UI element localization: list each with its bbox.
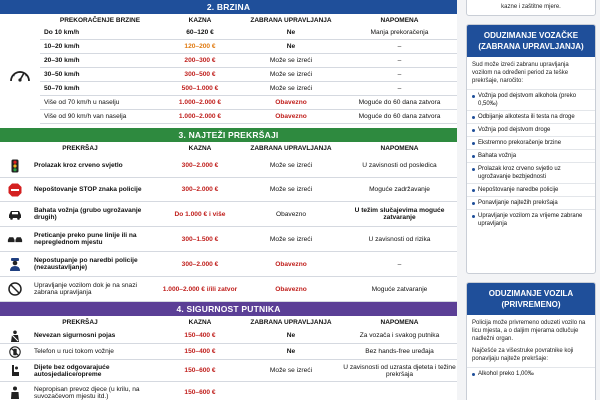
table-row: 30–50 km/h 300–500 € Može se izreći – [40, 68, 457, 82]
no-driving-icon [7, 283, 23, 295]
speed-rows [0, 26, 457, 124]
list-item: Nepoštovanje naredbe policije [467, 183, 595, 196]
panel-title: ODUZIMANJE VOZILA (PRIVREMENO) [467, 283, 595, 315]
col-fine: KAZNA [188, 144, 212, 152]
list-item: Bahata vožnja [467, 149, 595, 162]
list-item: Upravljanje vozilom za vrijeme zabrane upravljanja [467, 209, 595, 230]
table-row: Nevezan sigurnosni pojas 150–400 € Ne Za vozača i svakog putnika [0, 328, 457, 344]
cars-overtake-icon [7, 233, 23, 245]
col-ban: ZABRANA UPRAVLJANJA [250, 16, 332, 24]
list-item: Vožnja pod dejstvom droge [467, 123, 595, 136]
top-info-panel: kazne i zaštitne mjere. [466, 0, 596, 16]
passenger-icon [7, 387, 23, 399]
traffic-light-icon [7, 160, 23, 172]
list-item: Vožnja pod dejstvom alkohola (preko 0,50‰) [467, 89, 595, 110]
table-row: Prolazak kroz crveno svjetlo 300–2.000 € Može se izreći U zavisnosti od posledica [0, 154, 457, 178]
col-offense: PREKORAČENJE BRZINE [59, 16, 141, 24]
table-row: 20–30 km/h 200–300 € Može se izreći – [40, 54, 457, 68]
table-row: Bahata vožnja (grubo ugrožavanje drugih) Do 1.000 € i više Obavezno U težim slučajevima moguće zatvaranje [0, 202, 457, 227]
section-title: 2. BRZINA [0, 0, 457, 14]
table-row: Upravljanje vozilom dok je na snazi zabrana upravljanja 1.000–2.000 € i/ili zatvor Obavezno Moguće zatvaranje [0, 277, 457, 302]
col-ban: ZABRANA UPRAVLJANJA [250, 318, 332, 326]
col-fine: KAZNA [188, 16, 212, 24]
col-fine: KAZNA [188, 318, 212, 326]
panel-title: ODUZIMANJE VOZAČKE (ZABRANA UPRAVLJANJA) [467, 25, 595, 57]
column-headers [0, 14, 457, 26]
child-seat-icon [7, 365, 23, 377]
table-row: 50–70 km/h 500–1.000 € Može se izreći – [40, 82, 457, 96]
police-officer-icon [7, 258, 23, 270]
table-row: Nepropisan prevoz djece (u krilu, na suvozačevom mjestu itd.) 150–600 € [0, 382, 457, 400]
list-item: Ponavljanje najtežih prekršaja [467, 196, 595, 209]
column-headers [0, 142, 457, 154]
panel-intro: Sud može izreći zabranu upravljanja vozilom na određeni period za teške prekršaje, naročito: [472, 62, 569, 84]
table-row: Telefon u ruci tokom vožnje 150–400 € Ne Bez hands-free uređaja [0, 344, 457, 360]
table-row: Do 10 km/h 60–120 € Ne Manja prekoračenja [40, 26, 457, 40]
list-item: Alkohol preko 1,00‰ [467, 367, 595, 380]
panel-intro-2: Najčešće za višestruke povratnike koji ponavljaju najteže prekršaje: [472, 348, 574, 362]
table-row: Nepostupanje po naredbi policije (nezaustavljanje) 300–2.000 € Obavezno – [0, 252, 457, 277]
col-ban: ZABRANA UPRAVLJANJA [250, 144, 332, 152]
list-item: Odbijanje alkotesta ili testa na droge [467, 110, 595, 123]
section-title: 4. SIGURNOST PUTNIKA [0, 302, 457, 316]
panel-intro: Policija može privremeno oduzeti vozilo na licu mjesta, a o daljim mjerama odlučuje nadležni organ. [472, 320, 586, 342]
table-row: Preticanje preko pune linije ili na nepreglednom mjestu 300–1.500 € Može se izreći U zavisnosti od rizika [0, 227, 457, 252]
vehicle-seizure-panel [466, 282, 596, 400]
col-note: NAPOMENA [380, 144, 419, 152]
table-row: Dijete bez odgovarajuće autosjedalice/opreme 150–600 € Može se izreći U zavisnosti od uzrasta djeteta i težine prekršaja [0, 360, 457, 382]
license-ban-panel [466, 24, 596, 274]
speedometer-icon [0, 26, 40, 124]
car-skid-icon [7, 208, 23, 220]
section-serious-offenses [0, 128, 457, 302]
section-title: 3. NAJTEŽI PREKRŠAJI [0, 128, 457, 142]
col-note: NAPOMENA [380, 16, 419, 24]
seatbelt-icon [7, 330, 23, 342]
table-row: Više od 90 km/h van naselja 1.000–2.000 € Obavezno Moguće do 60 dana zatvora [40, 110, 457, 124]
phone-crossed-icon [7, 346, 23, 358]
stop-sign-icon [7, 184, 23, 196]
section-speed [0, 0, 457, 124]
col-note: NAPOMENA [380, 318, 419, 326]
col-offense: PREKRŠAJ [62, 144, 98, 152]
info-sidebar [466, 0, 596, 400]
table-row: 10–20 km/h 120–200 € Ne – [40, 40, 457, 54]
col-offense: PREKRŠAJ [62, 318, 98, 326]
list-item: Ekstremno prekoračenje brzine [467, 136, 595, 149]
table-row: Više od 70 km/h u naselju 1.000–2.000 € Obavezno Moguće do 60 dana zatvora [40, 96, 457, 110]
section-passenger-safety [0, 302, 457, 400]
list-item: Prolazak kroz crveno svjetlo uz ugrožavanje bezbjednosti [467, 162, 595, 183]
table-row: Nepoštovanje STOP znaka policije 300–2.000 € Može se izreći Moguće zadržavanje [0, 178, 457, 202]
column-headers [0, 316, 457, 328]
